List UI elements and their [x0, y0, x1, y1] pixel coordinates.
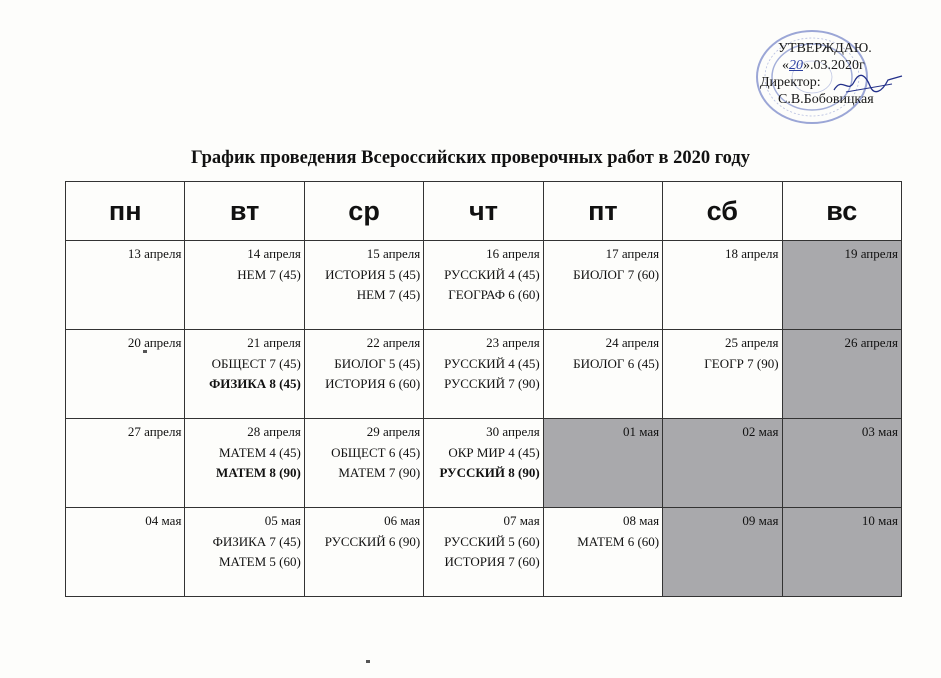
- day-date: 22 апреля: [366, 335, 421, 350]
- scan-mark: [366, 660, 370, 663]
- exam-entry: ОБЩЕСТ 6 (45): [331, 444, 421, 460]
- day-cell: [543, 508, 662, 597]
- exam-entry: БИОЛОГ 7 (60): [573, 266, 660, 282]
- exam-entry: ИСТОРИЯ 7 (60): [444, 554, 540, 569]
- day-cell: [663, 419, 782, 508]
- approval-date: «20».03.2020г: [782, 58, 865, 73]
- day-date: 29 апреля: [366, 424, 421, 439]
- day-date: 04 мая: [145, 513, 182, 528]
- exam-entry: РУССКИЙ 6 (90): [324, 533, 421, 549]
- day-cell: [782, 508, 901, 597]
- exam-entry: РУССКИЙ 4 (45): [444, 355, 540, 371]
- exam-entry: РУССКИЙ 5 (60): [444, 533, 540, 549]
- day-cell: [185, 330, 304, 419]
- day-cell: [66, 508, 185, 597]
- week-row: [66, 419, 902, 508]
- exam-entry: ФИЗИКА 7 (45): [212, 533, 301, 549]
- day-date: 06 мая: [384, 513, 421, 528]
- exam-entry: НЕМ 7 (45): [237, 266, 301, 282]
- exam-entry: ИСТОРИЯ 6 (60): [325, 376, 421, 391]
- exam-entry: ОКР МИР 4 (45): [448, 444, 540, 460]
- exam-entry: ОБЩЕСТ 7 (45): [211, 355, 301, 371]
- day-cell: [185, 419, 304, 508]
- day-date: 20 апреля: [127, 335, 182, 350]
- exam-entry: МАТЕМ 6 (60): [577, 533, 660, 549]
- day-cell: [185, 241, 304, 330]
- day-cell: [304, 419, 423, 508]
- day-cell: [304, 508, 423, 597]
- day-cell: [543, 419, 662, 508]
- weekday-header: пт: [543, 182, 662, 241]
- day-date: 01 мая: [622, 424, 660, 439]
- exam-entry: ФИЗИКА 8 (45): [209, 376, 301, 391]
- day-cell: [66, 419, 185, 508]
- exam-entry: РУССКИЙ 7 (90): [444, 376, 540, 391]
- exam-entry: НЕМ 7 (45): [356, 287, 421, 302]
- day-cell: [782, 241, 901, 330]
- day-cell: [663, 330, 782, 419]
- director-signature: [832, 72, 904, 98]
- scan-mark: [143, 350, 147, 353]
- day-cell: [424, 330, 543, 419]
- day-cell: [304, 241, 423, 330]
- exam-entry: МАТЕМ 5 (60): [218, 554, 301, 569]
- week-row: [66, 508, 902, 597]
- exam-entry: БИОЛОГ 6 (45): [573, 355, 660, 371]
- day-date: 02 мая: [742, 424, 779, 439]
- day-date: 25 апреля: [724, 335, 779, 350]
- day-date: 03 мая: [861, 424, 898, 439]
- page-title: График проведения Всероссийских проверочных работ в 2020 году: [191, 148, 750, 168]
- day-date: 14 апреля: [247, 246, 301, 261]
- weekday-header: ср: [304, 182, 423, 241]
- exam-entry: МАТЕМ 7 (90): [338, 465, 421, 480]
- weekday-header-row: [66, 182, 902, 241]
- day-cell: [663, 508, 782, 597]
- day-date: 21 апреля: [247, 335, 301, 350]
- day-cell: [663, 241, 782, 330]
- day-cell: [782, 330, 901, 419]
- day-date: 10 мая: [861, 513, 898, 528]
- day-date: 07 мая: [503, 513, 540, 528]
- approval-date-handwritten: 20: [789, 58, 803, 73]
- day-cell: [543, 241, 662, 330]
- exam-entry: МАТЕМ 8 (90): [216, 465, 301, 480]
- day-cell: [543, 330, 662, 419]
- day-date: 09 мая: [742, 513, 779, 528]
- day-date: 16 апреля: [486, 246, 540, 261]
- day-cell: [185, 508, 304, 597]
- day-date: 15 апреля: [366, 246, 421, 261]
- exam-entry: МАТЕМ 4 (45): [218, 444, 301, 460]
- day-date: 17 апреля: [605, 246, 660, 261]
- week-row: [66, 330, 902, 419]
- weekday-header: чт: [424, 182, 543, 241]
- exam-entry: РУССКИЙ 8 (90): [439, 465, 540, 480]
- week-row: [66, 241, 902, 330]
- exam-entry: ИСТОРИЯ 5 (45): [325, 266, 421, 282]
- day-cell: [66, 330, 185, 419]
- exam-entry: БИОЛОГ 5 (45): [334, 355, 421, 371]
- day-date: 28 апреля: [247, 424, 301, 439]
- approval-heading: УТВЕРЖДАЮ.: [778, 41, 872, 56]
- weekday-header: вс: [782, 182, 901, 241]
- exam-entry: РУССКИЙ 4 (45): [444, 266, 540, 282]
- day-date: 18 апреля: [724, 246, 779, 261]
- day-date: 23 апреля: [486, 335, 540, 350]
- day-date: 24 апреля: [605, 335, 660, 350]
- day-date: 08 мая: [622, 513, 660, 528]
- day-date: 13 апреля: [127, 246, 182, 261]
- day-cell: [782, 419, 901, 508]
- weekday-header: вт: [185, 182, 304, 241]
- approval-director-label: Директор:: [760, 75, 821, 90]
- schedule-table: [65, 181, 902, 597]
- day-cell: [424, 419, 543, 508]
- day-cell: [66, 241, 185, 330]
- approval-director-name: С.В.Бобовицкая: [778, 92, 874, 107]
- exam-entry: ГЕОГРАФ 6 (60): [448, 287, 540, 302]
- day-cell: [424, 241, 543, 330]
- day-date: 30 апреля: [486, 424, 540, 439]
- day-date: 27 апреля: [127, 424, 182, 439]
- day-date: 26 апреля: [844, 335, 898, 350]
- schedule-body: [66, 241, 902, 597]
- day-date: 19 апреля: [844, 246, 898, 261]
- exam-entry: ГЕОГР 7 (90): [704, 355, 779, 371]
- day-date: 05 мая: [264, 513, 301, 528]
- weekday-header: сб: [663, 182, 782, 241]
- day-cell: [304, 330, 423, 419]
- day-cell: [424, 508, 543, 597]
- weekday-header: пн: [66, 182, 185, 241]
